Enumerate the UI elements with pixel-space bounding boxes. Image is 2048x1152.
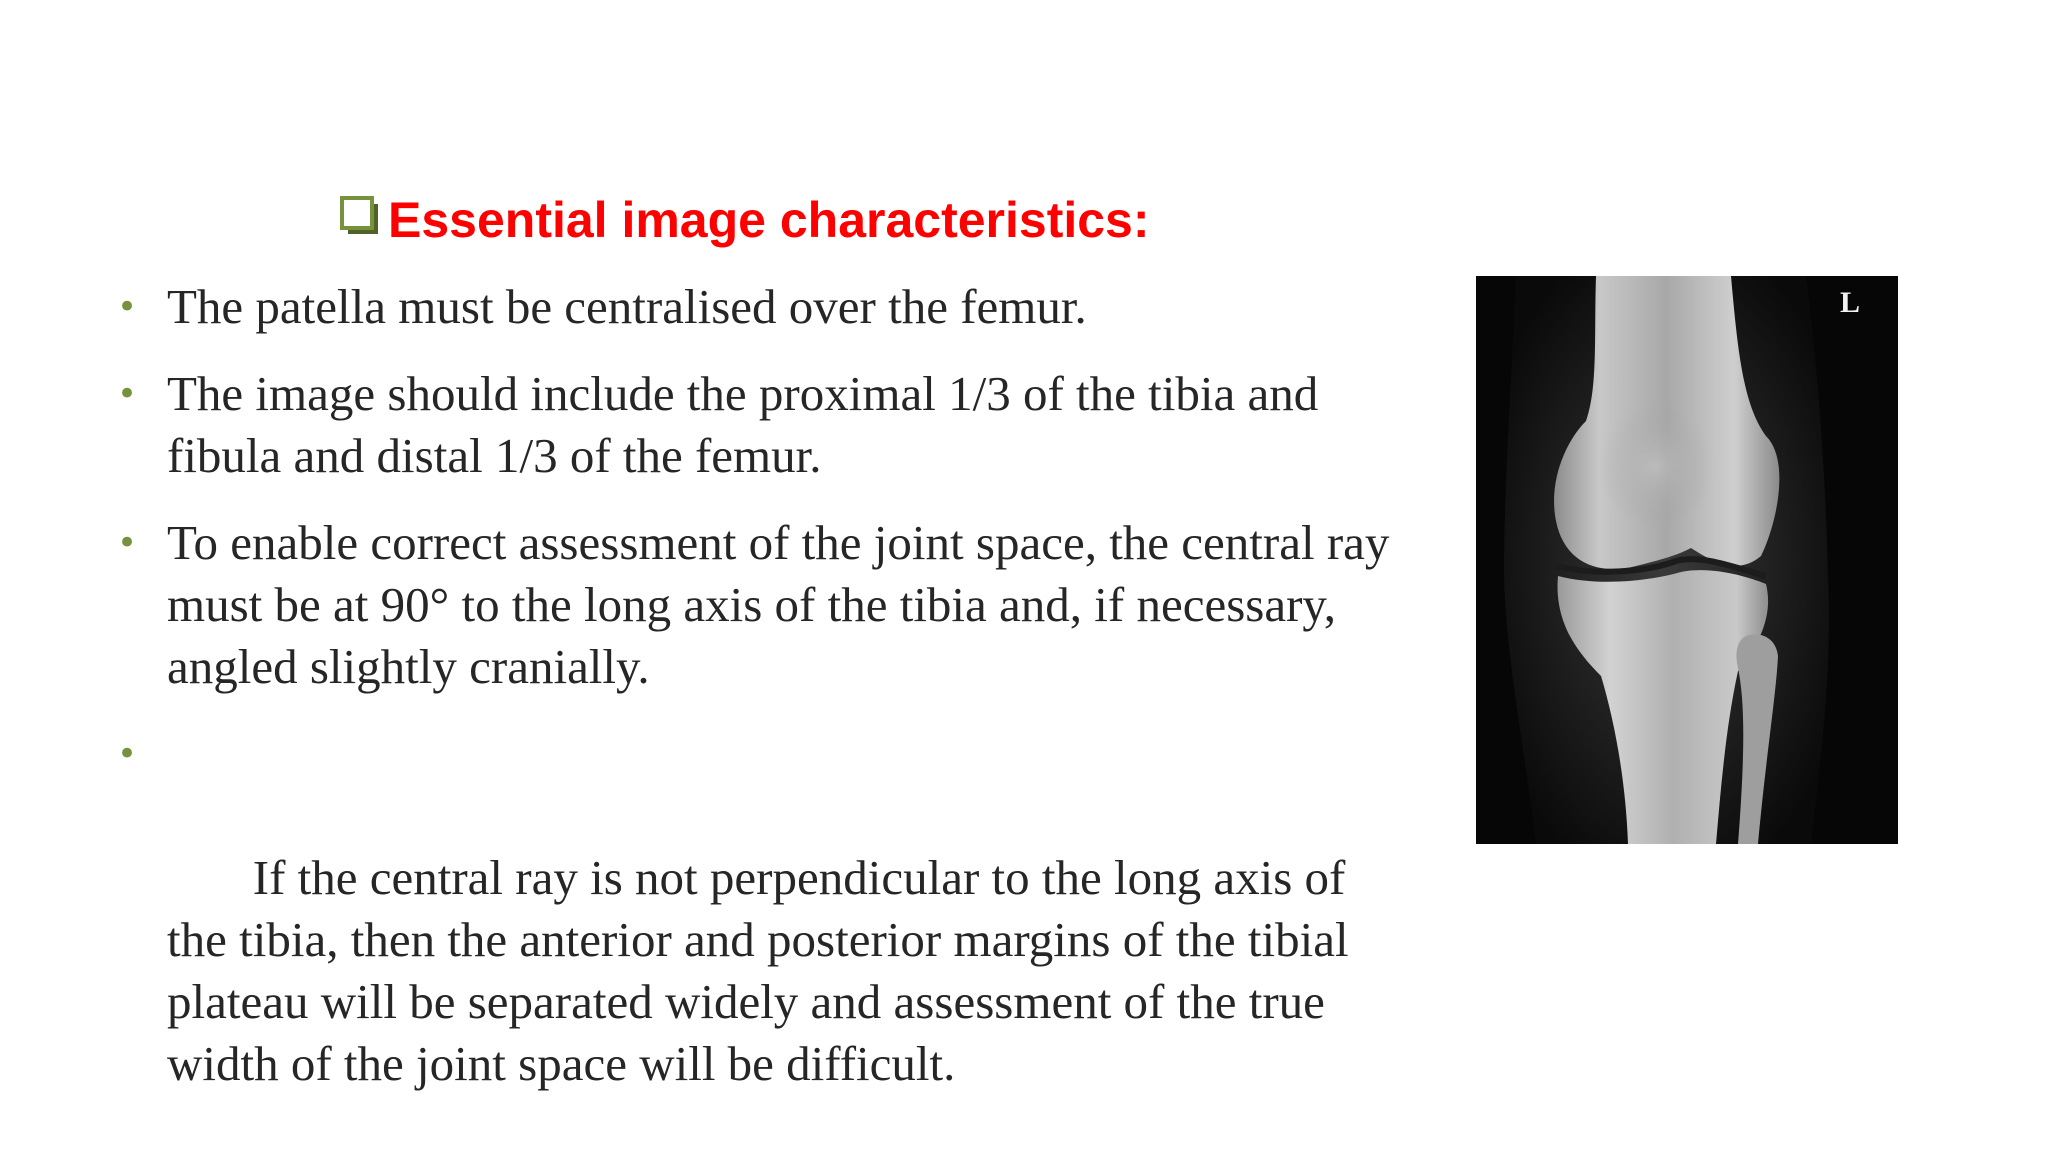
- bullet-text: The patella must be centralised over the femur.: [167, 279, 1087, 334]
- bullet-dot-icon: •: [117, 734, 138, 774]
- heading-text: Essential image characteristics:: [388, 192, 1150, 248]
- bullet-item: [112, 512, 1402, 698]
- bullet-list: [112, 276, 1402, 1152]
- checkbox-square-icon: [340, 196, 380, 236]
- bullet-dot-icon: •: [117, 523, 138, 563]
- bullet-text: The image should include the proximal 1/3 of the tibia and fibula and distal 1/3 of the femur.: [167, 366, 1319, 483]
- side-marker-label: L: [1839, 286, 1860, 319]
- knee-xray-drawing: [1476, 276, 1898, 844]
- bullet-text: If the central ray is not perpendicular to the long axis of the tibia, then the anterior and posterior margins of the tibial plateau will be separated widely and assessment of the true width of the joint space will be difficult.: [167, 850, 1361, 1091]
- bullet-item: [112, 363, 1402, 487]
- bullet-item: [112, 276, 1402, 338]
- bullet-text: To enable correct assessment of the joint space, the central ray must be at 90° to the long axis of the tibia and, if necessary, angled slightly cranially.: [167, 515, 1390, 694]
- slide-heading: [340, 188, 1150, 252]
- bullet-dot-icon: •: [117, 374, 138, 414]
- bullet-item: [112, 723, 1402, 1152]
- knee-xray-image: [1476, 276, 1898, 844]
- bullet-dot-icon: •: [117, 287, 138, 327]
